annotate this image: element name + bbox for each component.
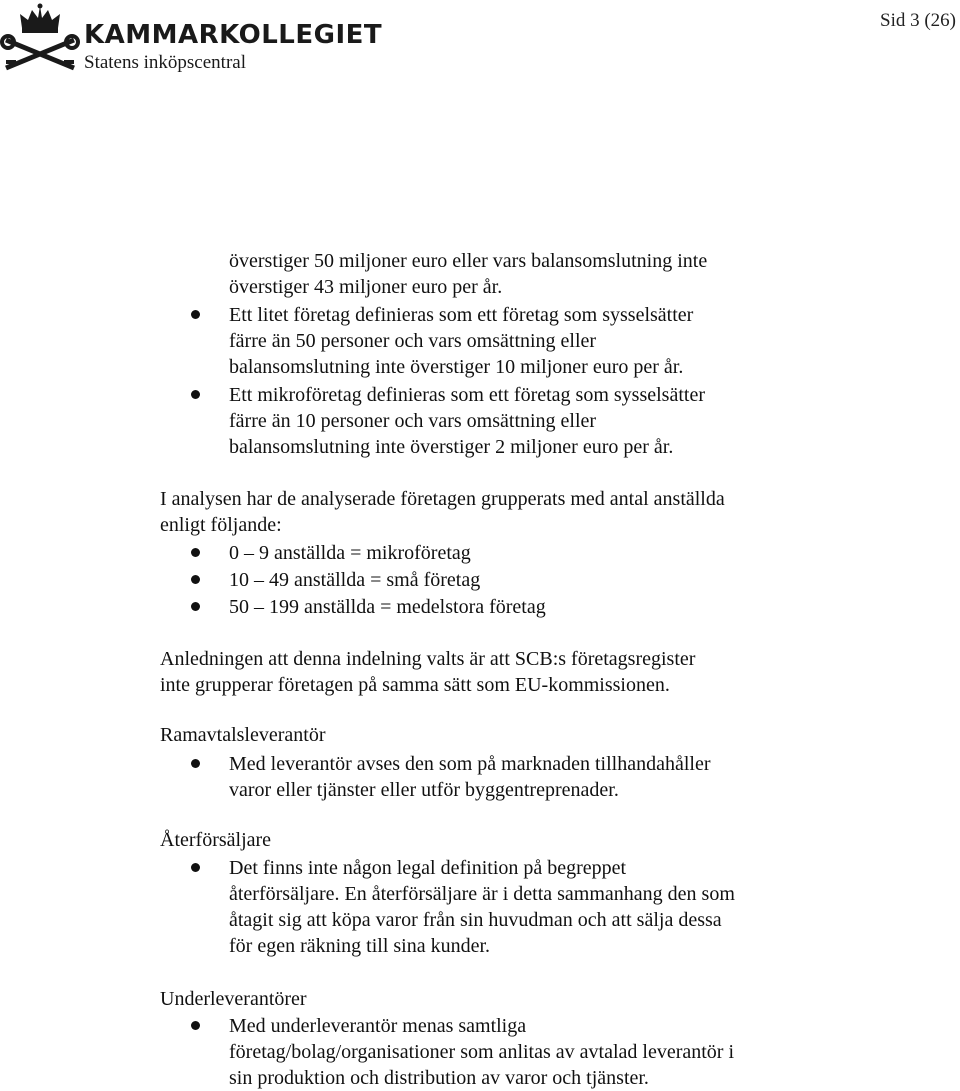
brand-subtitle: Statens inköpscentral (84, 52, 246, 73)
text-line: färre än 50 personer och vars omsättning eller (229, 330, 597, 352)
text-line: Med leverantör avses den som på marknaden tillhandahåller (229, 753, 711, 775)
bullet-icon (191, 1021, 200, 1030)
bullet-icon (191, 602, 200, 611)
text-line: överstiger 43 miljoner euro per år. (229, 276, 503, 298)
text-line: balansomslutning inte överstiger 10 miljoner euro per år. (229, 356, 684, 378)
section-heading (160, 986, 920, 1012)
heading-text: Återförsäljare (160, 829, 272, 851)
header-logo (0, 2, 383, 73)
text-line: 10 – 49 anställda = små företag (229, 569, 481, 591)
bullet-icon (191, 548, 200, 557)
section-heading (160, 827, 920, 853)
text-line: I analysen har de analyserade företagen grupperats med antal anställda (160, 488, 725, 510)
text-line: varor eller tjänster eller utför byggentreprenader. (229, 779, 619, 801)
bullet-icon (191, 310, 200, 319)
text-line: återförsäljare. En återförsäljare är i detta sammanhang den som (229, 883, 735, 905)
bullet-icon (191, 863, 200, 872)
text-line: Ett mikroföretag definieras som ett företag som sysselsätter (229, 384, 705, 406)
text-line: Med underleverantör menas samtliga (229, 1015, 527, 1037)
heading-text: Underleverantörer (160, 988, 307, 1010)
bullet-icon (191, 759, 200, 768)
bullet-icon (191, 390, 200, 399)
text-line: åtagit sig att köpa varor från sin huvudman och att sälja dessa (229, 909, 722, 931)
text-line: enligt följande: (160, 514, 282, 536)
crown-keys-logo-icon (0, 2, 80, 72)
text-line: inte grupperar företagen på samma sätt som EU-kommissionen. (160, 674, 670, 696)
page-number: Sid 3 (26) (880, 10, 956, 31)
text-line: överstiger 50 miljoner euro eller vars balansomslutning inte (229, 250, 708, 272)
text-line: 50 – 199 anställda = medelstora företag (229, 596, 546, 618)
text-line: för egen räkning till sina kunder. (229, 935, 491, 957)
text-line: sin produktion och distribution av varor och tjänster. (229, 1067, 649, 1089)
text-line: Det finns inte någon legal definition på begreppet (229, 857, 627, 879)
text-line: balansomslutning inte överstiger 2 miljoner euro per år. (229, 436, 674, 458)
bullet-icon (191, 575, 200, 584)
brand-name: KAMMARKOLLEGIET (84, 20, 383, 50)
text-line: färre än 10 personer och vars omsättning eller (229, 410, 597, 432)
analysis-paragraph (160, 486, 920, 538)
reason-paragraph (160, 646, 920, 698)
text-line: Anledningen att denna indelning valts är att SCB:s företagsregister (160, 648, 696, 670)
text-line: 0 – 9 anställda = mikroföretag (229, 542, 471, 564)
section-heading (160, 722, 920, 748)
heading-text: Ramavtalsleverantör (160, 724, 326, 746)
text-line: Ett litet företag definieras som ett företag som sysselsätter (229, 304, 694, 326)
text-line: företag/bolag/organisationer som anlitas av avtalad leverantör i (229, 1041, 735, 1063)
